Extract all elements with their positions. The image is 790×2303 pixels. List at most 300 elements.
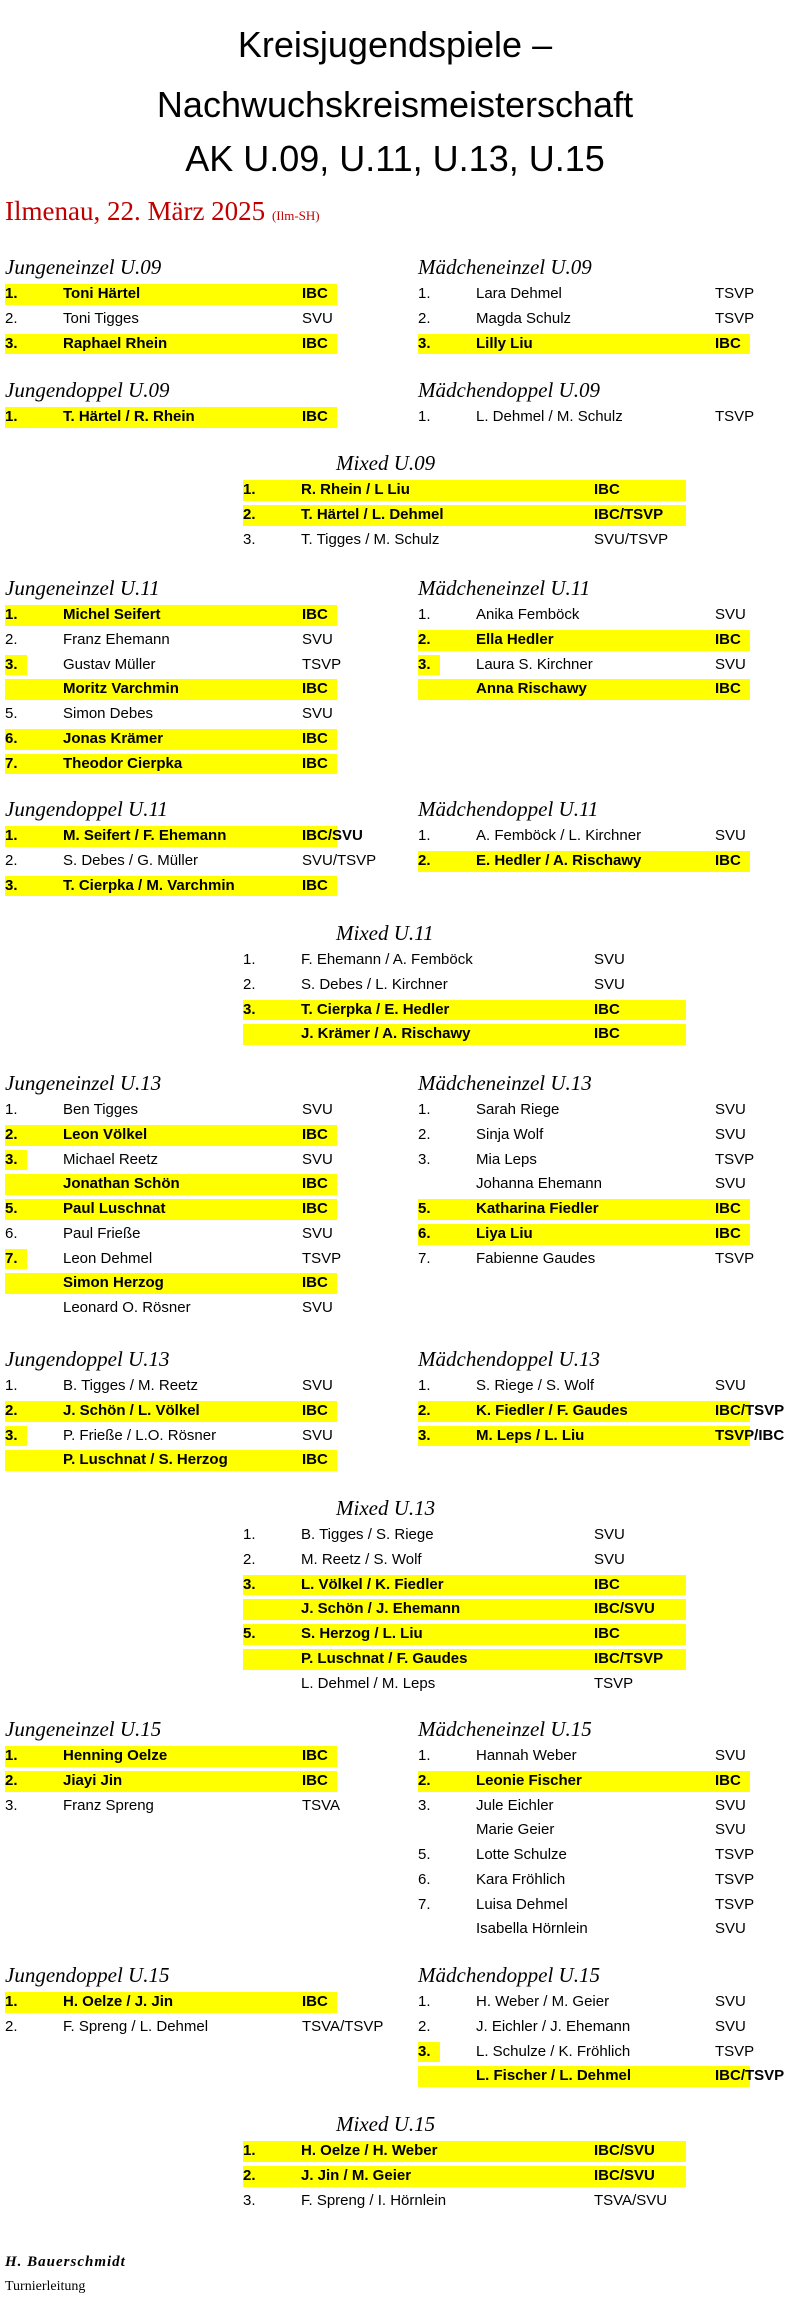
result-club: SVU [302, 1224, 333, 1242]
result-name: M. Reetz / S. Wolf [301, 1550, 422, 1568]
result-club: SVU [715, 1175, 746, 1193]
result-club: IBC [594, 481, 620, 498]
result-row [243, 1523, 686, 1548]
result-rank: 3. [243, 1000, 256, 1018]
result-name: Raphael Rhein [63, 334, 168, 352]
result-name: Moritz Varchmin [63, 680, 179, 698]
result-name: Isabella Hörnlein [476, 1920, 588, 1938]
result-name: Liya Liu [476, 1224, 533, 1242]
result-row [5, 2015, 384, 2040]
result-row [418, 1148, 755, 1173]
section-title: Jungeneinzel U.15 [5, 1717, 162, 1741]
result-rank: 1. [243, 481, 256, 498]
location-date-text: Ilmenau, 22. März 2025 [5, 196, 266, 226]
result-club: SVU [302, 630, 333, 648]
result-club: SVU [715, 1377, 746, 1394]
result-rank: 7. [418, 1895, 431, 1913]
result-row [418, 2040, 755, 2065]
result-row [5, 628, 337, 653]
result-club: TSVP [715, 309, 755, 327]
section-title: Jungendoppel U.09 [5, 378, 170, 402]
result-row [5, 282, 337, 307]
section [5, 255, 337, 356]
result-club: TSVP [715, 1846, 755, 1863]
result-rank: 2. [5, 1125, 18, 1143]
result-row [243, 973, 686, 998]
result-club: SVU [594, 1550, 625, 1568]
result-rank: 3. [5, 655, 18, 673]
result-row [418, 1843, 755, 1868]
result-club: IBC/SVU [302, 827, 363, 844]
result-club: IBC [715, 1771, 741, 1789]
section-title: Mixed U.09 [336, 451, 436, 475]
result-rank: 2. [418, 2017, 431, 2035]
section [5, 1717, 341, 1818]
result-rank: 1. [418, 1747, 431, 1764]
row-highlight [5, 334, 337, 355]
result-club: IBC [594, 1575, 620, 1593]
result-rank: 2. [418, 630, 431, 648]
result-name: H. Weber / M. Geier [476, 1993, 610, 2010]
result-rank: 3. [418, 1796, 431, 1814]
result-name: T. Härtel / L. Dehmel [301, 505, 444, 523]
result-row [5, 1247, 342, 1272]
result-club: TSVP [594, 1674, 634, 1692]
result-name: T. Härtel / R. Rhein [63, 408, 195, 425]
result-rank: 3. [5, 1426, 18, 1444]
section [5, 576, 342, 776]
result-club: TSVP [715, 2042, 755, 2060]
result-rank: 2. [243, 1550, 256, 1568]
result-name: Lotte Schulze [476, 1846, 567, 1863]
result-club: IBC/TSVP [715, 1401, 785, 1419]
result-row [243, 528, 686, 553]
result-rank: 3. [5, 1796, 18, 1814]
result-club: IBC [302, 1125, 328, 1143]
result-club: IBC [302, 754, 328, 772]
result-club: IBC [302, 1274, 328, 1292]
section-title: Mädchendoppel U.15 [418, 1963, 600, 1987]
result-row [243, 1672, 686, 1697]
result-rank: 3. [418, 1426, 431, 1444]
row-highlight [5, 1199, 337, 1220]
result-row [243, 478, 686, 503]
result-rank: 5. [5, 1200, 18, 1217]
result-rank: 5. [418, 1846, 431, 1863]
result-name: Kara Fröhlich [476, 1870, 566, 1888]
result-row [5, 849, 377, 874]
result-rank: 2. [418, 309, 431, 327]
result-name: L. Dehmel / M. Leps [301, 1674, 436, 1692]
result-row [418, 1374, 750, 1399]
result-row [418, 653, 750, 678]
result-club: SVU [715, 2017, 746, 2035]
result-rank: 1. [243, 1526, 256, 1543]
result-row [418, 628, 750, 653]
section [418, 1071, 755, 1271]
result-name: L. Völkel / K. Fiedler [301, 1575, 444, 1593]
result-row [5, 603, 337, 628]
result-club: SVU [302, 1426, 333, 1444]
result-name: Leon Dehmel [63, 1249, 153, 1267]
section [5, 1347, 337, 1473]
result-row [243, 1597, 686, 1622]
row-highlight [418, 1771, 750, 1792]
result-name: Marie Geier [476, 1821, 555, 1839]
result-name: Toni Tigges [63, 309, 139, 327]
result-rank: 3. [418, 1150, 431, 1168]
result-row [418, 1769, 750, 1794]
section-title: Jungeneinzel U.09 [5, 255, 162, 279]
result-name: P. Frieße / L.O. Rösner [63, 1426, 217, 1444]
result-row [418, 1893, 755, 1918]
result-row [418, 1818, 750, 1843]
section [243, 921, 686, 1047]
result-row [418, 2064, 785, 2089]
section [5, 1071, 342, 1321]
result-name: L. Dehmel / M. Schulz [476, 408, 623, 425]
result-row [418, 282, 755, 307]
title-line-1: Kreisjugendspiele – [237, 24, 553, 65]
result-name: Sarah Riege [476, 1101, 560, 1118]
result-rank: 3. [418, 2042, 431, 2060]
result-row [418, 1424, 785, 1449]
result-row [418, 332, 750, 357]
result-rank: 5. [243, 1625, 256, 1642]
result-club: IBC [302, 1200, 328, 1217]
result-rank: 2. [243, 975, 256, 993]
result-name: Jule Eichler [476, 1796, 554, 1814]
result-name: T. Tigges / M. Schulz [301, 530, 440, 548]
result-club: IBC [594, 1025, 620, 1043]
result-row [243, 2139, 686, 2164]
section-title: Mixed U.15 [336, 2112, 436, 2136]
result-club: SVU [715, 1796, 746, 1814]
section [5, 378, 337, 430]
result-name: L. Fischer / L. Dehmel [476, 2067, 632, 2085]
result-club: SVU [302, 1101, 333, 1118]
result-rank: 1. [418, 1101, 431, 1118]
section-title: Mädcheneinzel U.15 [418, 1717, 592, 1741]
result-name: H. Oelze / J. Jin [63, 1993, 174, 2010]
section [418, 1963, 785, 2089]
section [418, 255, 755, 356]
result-row [5, 727, 337, 752]
result-rank: 1. [5, 827, 18, 844]
result-club: TSVA/TSVP [302, 2017, 384, 2035]
result-club: IBC/TSVP [715, 2067, 785, 2085]
result-club: IBC [302, 1771, 328, 1789]
result-name: Hannah Weber [476, 1747, 577, 1764]
result-name: Fabienne Gaudes [476, 1249, 596, 1267]
result-name: Ella Hedler [476, 630, 554, 648]
result-row [243, 1022, 686, 1047]
result-rank: 2. [5, 851, 18, 869]
result-rank: 6. [5, 729, 18, 747]
result-name: M. Leps / L. Liu [476, 1426, 585, 1444]
result-rank: 1. [5, 1747, 18, 1764]
result-rank: 5. [5, 705, 18, 722]
result-row [418, 1123, 750, 1148]
result-rank: 3. [243, 530, 256, 548]
title-line-2: Nachwuchskreismeisterschaft [156, 84, 634, 125]
result-name: Jiayi Jin [63, 1771, 123, 1789]
result-name: Leon Völkel [63, 1125, 148, 1143]
result-rank: 2. [418, 1771, 431, 1789]
section [243, 2112, 686, 2213]
result-row [418, 307, 755, 332]
result-row [418, 1990, 750, 2015]
result-name: P. Luschnat / S. Herzog [63, 1451, 228, 1469]
result-name: K. Fiedler / F. Gaudes [476, 1401, 628, 1419]
result-club: SVU [715, 1747, 746, 1764]
signature-role: Turnierleitung [5, 2279, 86, 2294]
result-rank: 7. [5, 1249, 18, 1267]
result-club: IBC [302, 680, 328, 698]
result-club: SVU [715, 1821, 746, 1839]
result-name: Simon Herzog [63, 1274, 164, 1292]
result-name: H. Oelze / H. Weber [301, 2142, 438, 2159]
result-rank: 2. [418, 1125, 431, 1143]
result-row [5, 677, 337, 702]
result-name: T. Cierpka / E. Hedler [301, 1000, 450, 1018]
result-name: Gustav Müller [63, 655, 156, 673]
row-highlight [418, 1224, 750, 1245]
result-name: Paul Luschnat [63, 1200, 166, 1217]
result-club: SVU [715, 1920, 746, 1938]
result-rank: 2. [5, 2017, 18, 2035]
result-rank: 6. [418, 1870, 431, 1888]
result-club: TSVA/SVU [594, 2191, 668, 2209]
section-title: Mädchendoppel U.09 [418, 378, 600, 402]
result-row [5, 332, 337, 357]
result-rank: 1. [418, 827, 431, 844]
result-club: TSVP [302, 655, 342, 673]
row-highlight [5, 605, 337, 626]
result-rank: 1. [5, 1377, 18, 1394]
result-row [243, 998, 686, 1023]
result-row [418, 1172, 750, 1197]
result-club: SVU/TSVP [594, 530, 669, 548]
result-club: SVU/TSVP [302, 851, 377, 869]
result-club: IBC/SVU [594, 2166, 655, 2184]
result-club: TSVA [302, 1796, 341, 1814]
result-row [418, 1794, 750, 1819]
section-title: Mädchendoppel U.11 [418, 797, 599, 821]
section-title: Mixed U.13 [336, 1496, 436, 1520]
result-club: IBC [302, 334, 328, 352]
result-name: Ben Tigges [63, 1101, 139, 1118]
result-name: J. Schön / J. Ehemann [301, 1600, 461, 1618]
result-name: P. Luschnat / F. Gaudes [301, 1649, 468, 1667]
row-highlight [5, 1125, 337, 1146]
result-name: Leonie Fischer [476, 1771, 582, 1789]
result-rank: 2. [5, 1401, 18, 1419]
result-rank: 5. [418, 1200, 431, 1217]
result-name: S. Herzog / L. Liu [301, 1625, 423, 1642]
result-club: TSVP [715, 1895, 755, 1913]
result-rank: 1. [243, 951, 256, 968]
result-row [5, 1123, 337, 1148]
result-row [243, 2189, 686, 2214]
result-row [5, 874, 337, 899]
result-row [5, 1424, 337, 1449]
result-row [5, 1399, 337, 1424]
title-line-3: AK U.09, U.11, U.13, U.15 [185, 138, 605, 179]
result-club: IBC [715, 680, 741, 698]
result-name: Toni Härtel [63, 285, 141, 302]
result-name: B. Tigges / S. Riege [301, 1526, 434, 1543]
result-name: F. Spreng / L. Dehmel [63, 2017, 209, 2035]
section [418, 378, 755, 430]
result-rank: 1. [5, 408, 18, 425]
result-name: M. Seifert / F. Ehemann [63, 827, 227, 844]
result-name: Lara Dehmel [476, 285, 562, 302]
result-club: IBC/TSVP [594, 1649, 664, 1667]
result-club: IBC [302, 1401, 328, 1419]
result-name: B. Tigges / M. Reetz [63, 1377, 199, 1394]
result-row [5, 1296, 337, 1321]
section-title: Mädcheneinzel U.09 [418, 255, 592, 279]
section [243, 451, 686, 552]
row-highlight [5, 729, 337, 750]
result-rank: 7. [418, 1249, 431, 1267]
result-rank: 1. [5, 606, 18, 623]
result-rank: 3. [5, 876, 18, 894]
result-row [243, 1622, 686, 1647]
result-name: Theodor Cierpka [63, 754, 183, 772]
result-row [418, 1197, 750, 1222]
result-club: IBC [302, 408, 328, 425]
result-name: J. Eichler / J. Ehemann [476, 2017, 631, 2035]
section-title: Jungendoppel U.13 [5, 1347, 170, 1371]
result-row [243, 1647, 686, 1672]
result-club: IBC [715, 630, 741, 648]
result-row [5, 1098, 337, 1123]
result-row [418, 1917, 750, 1942]
result-club: TSVP [715, 408, 755, 425]
result-name: Laura S. Kirchner [476, 655, 593, 673]
result-club: IBC [594, 1625, 620, 1642]
result-rank: 3. [418, 655, 431, 673]
result-club: SVU [594, 975, 625, 993]
result-club: SVU [302, 309, 333, 327]
result-row [418, 1098, 750, 1123]
result-club: IBC [302, 729, 328, 747]
result-row [418, 677, 750, 702]
result-club: IBC [302, 285, 328, 302]
result-name: T. Cierpka / M. Varchmin [63, 876, 235, 894]
result-club: IBC [302, 606, 328, 623]
result-club: SVU [715, 827, 746, 844]
result-club: SVU [302, 1377, 333, 1394]
result-row [418, 849, 750, 874]
result-rank: 1. [243, 2142, 256, 2159]
result-name: S. Riege / S. Wolf [476, 1377, 595, 1394]
result-name: Simon Debes [63, 705, 154, 722]
result-row [5, 1172, 337, 1197]
result-row [5, 1197, 337, 1222]
result-rank: 3. [5, 334, 18, 352]
section [418, 1347, 785, 1448]
section [418, 1717, 755, 1942]
result-rank: 1. [5, 1101, 18, 1118]
row-highlight [418, 334, 750, 355]
result-name: Michel Seifert [63, 606, 161, 623]
result-club: SVU [594, 951, 625, 968]
result-name: Anika Femböck [476, 606, 580, 623]
result-club: SVU [715, 1125, 746, 1143]
section-title: Jungendoppel U.11 [5, 797, 168, 821]
result-row [5, 1148, 337, 1173]
result-rank: 2. [5, 630, 18, 648]
section-title: Mädcheneinzel U.13 [418, 1071, 592, 1095]
result-rank: 1. [5, 285, 18, 302]
result-rank: 3. [5, 1150, 18, 1168]
result-rank: 2. [418, 851, 431, 869]
section-title: Mädchendoppel U.13 [418, 1347, 600, 1371]
result-row [243, 948, 686, 973]
result-row [243, 1548, 686, 1573]
result-rank: 2. [5, 1771, 18, 1789]
section [5, 1963, 384, 2040]
result-club: IBC [302, 1451, 328, 1469]
result-club: IBC [302, 876, 328, 894]
result-club: SVU [302, 1150, 333, 1168]
result-club: IBC [302, 1175, 328, 1193]
result-row [5, 1222, 337, 1247]
result-row [243, 503, 686, 528]
result-rank: 2. [243, 505, 256, 523]
result-row [5, 1744, 337, 1769]
section [5, 797, 377, 898]
result-rank: 1. [5, 1993, 18, 2010]
result-row [5, 1794, 341, 1819]
result-row [243, 1573, 686, 1598]
result-club: IBC/SVU [594, 2142, 655, 2159]
result-name: Luisa Dehmel [476, 1895, 568, 1913]
result-row [243, 2164, 686, 2189]
result-row [418, 824, 750, 849]
result-name: Johanna Ehemann [476, 1175, 602, 1193]
result-club: IBC/SVU [594, 1600, 655, 1618]
result-club: IBC/TSVP [594, 505, 664, 523]
result-row [5, 1374, 337, 1399]
section-title: Jungeneinzel U.11 [5, 576, 160, 600]
result-row [5, 1271, 337, 1296]
result-name: Magda Schulz [476, 309, 572, 327]
result-name: E. Hedler / A. Rischawy [476, 851, 642, 869]
result-club: IBC [302, 1993, 328, 2010]
result-club: TSVP/IBC [715, 1426, 785, 1444]
result-club: SVU [715, 606, 746, 623]
result-row [5, 307, 337, 332]
result-name: Paul Frieße [63, 1224, 141, 1242]
section-title: Jungendoppel U.15 [5, 1963, 170, 1987]
result-name: Henning Oelze [63, 1747, 168, 1764]
result-rank: 3. [243, 1575, 256, 1593]
result-rank: 7. [5, 754, 18, 772]
result-row [418, 603, 750, 628]
result-rank: 2. [418, 1401, 431, 1419]
result-club: TSVP [715, 285, 755, 302]
result-club: SVU [302, 1299, 333, 1316]
result-rank: 6. [5, 1224, 18, 1242]
result-row [418, 1744, 750, 1769]
result-club: SVU [594, 1526, 625, 1543]
result-row [418, 1399, 785, 1424]
result-club: IBC [715, 1200, 741, 1217]
